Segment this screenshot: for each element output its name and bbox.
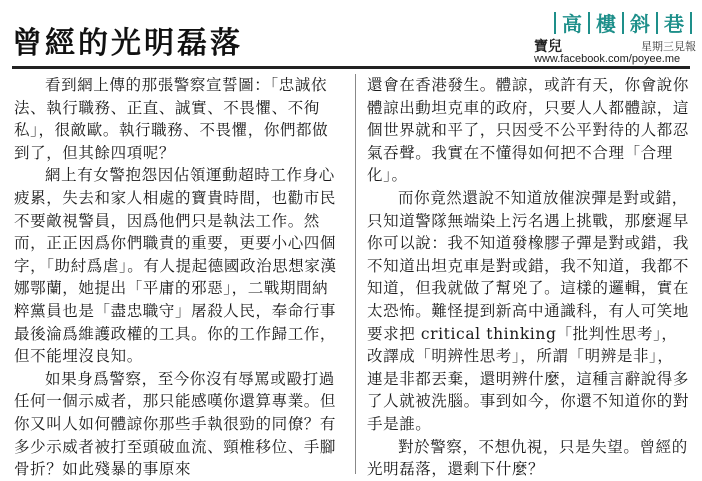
- title-divider: [690, 12, 692, 34]
- column-title-char: 高: [562, 12, 582, 36]
- paragraph-continued: 還會在香港發生。體諒，或許有天，你會說你體諒出動坦克車的政府，只要人人都體諒，這個世界就和平了，只因受不公平對待的人都忍氣吞聲。我實在不懂得如何把不合理「合理化」。: [367, 76, 690, 185]
- author-name: 寶兒: [534, 39, 562, 55]
- facebook-url: www.facebook.com/poyee.me: [534, 53, 681, 65]
- title-divider: [656, 12, 658, 34]
- title-divider: [554, 12, 556, 34]
- paragraph: 對於警察，不想仇視，只是失望。曾經的光明磊落，還剩下什麼？: [367, 437, 688, 479]
- column-title-char: 樓: [596, 12, 616, 36]
- paragraph: 如果身爲警察，至今你沒有辱罵或毆打過任何一個示威者，那只能感嘆你還算專業。但你又叫人如何體諒你那些手執很勁的同僚？有多少示威者被打至頭破血流、頸椎移位、手腳骨折？如此殘暴的事原來: [14, 369, 337, 479]
- column-masthead: [508, 8, 698, 68]
- column-title: [508, 8, 698, 37]
- title-divider: [622, 12, 624, 34]
- column-title-char: 巷: [664, 12, 684, 36]
- publication-day: 星期三見報: [641, 40, 696, 53]
- title-divider: [588, 12, 590, 34]
- article-headline: 曾經的光明磊落: [12, 26, 243, 61]
- paragraph: 網上有女警抱怨因佔領運動超時工作身心疲累，失去和家人相處的寶貴時間，也勸市民不要敵視警員，因爲他們只是執法工作。然而，正正因爲你們職責的重要，更要小心四個字，「助紂爲虐」。有人提起德國政治思想家漢娜鄂蘭，她提出「平庸的邪惡」，二戰期間納粹黨員也是「盡忠職守」屠殺人民，奉命行事最後淪爲維護政權的工具。你的工作歸工作，但不能埋沒良知。: [14, 166, 337, 366]
- paragraph: 而你竟然還說不知道放催淚彈是對或錯，只知道警隊無端染上污名遇上挑戰，那麼遲早你可以說：我不知道發橡膠子彈是對或錯，我不知道出坦克車是對或錯，我不知道，我都不知道，但我就做了幫兇了。這樣的邏輯，實在太恐怖。難怪提到新高中通識科，有人可笑地要求把 critical thinking「批判性思考」，改譯成「明辨性思考」，所謂「明辨是非」，連是非都丟棄，還明辨什麼，這種言辭說得多了人就被洗腦。事到如今，你還不知道你的對手是誰。: [367, 188, 690, 433]
- headline-rule: [12, 66, 690, 69]
- column-title-char: 斜: [630, 12, 650, 36]
- article-column-left: [14, 74, 344, 481]
- article-column-right: [367, 74, 689, 481]
- column-divider: [355, 74, 356, 474]
- paragraph: 看到網上傳的那張警察宣誓圖：「忠誠依法、執行職務、正直、誠實、不畏懼、不徇私」，很敵歐。執行職務、不畏懼，你們都做到了，但其餘四項呢？: [14, 76, 329, 162]
